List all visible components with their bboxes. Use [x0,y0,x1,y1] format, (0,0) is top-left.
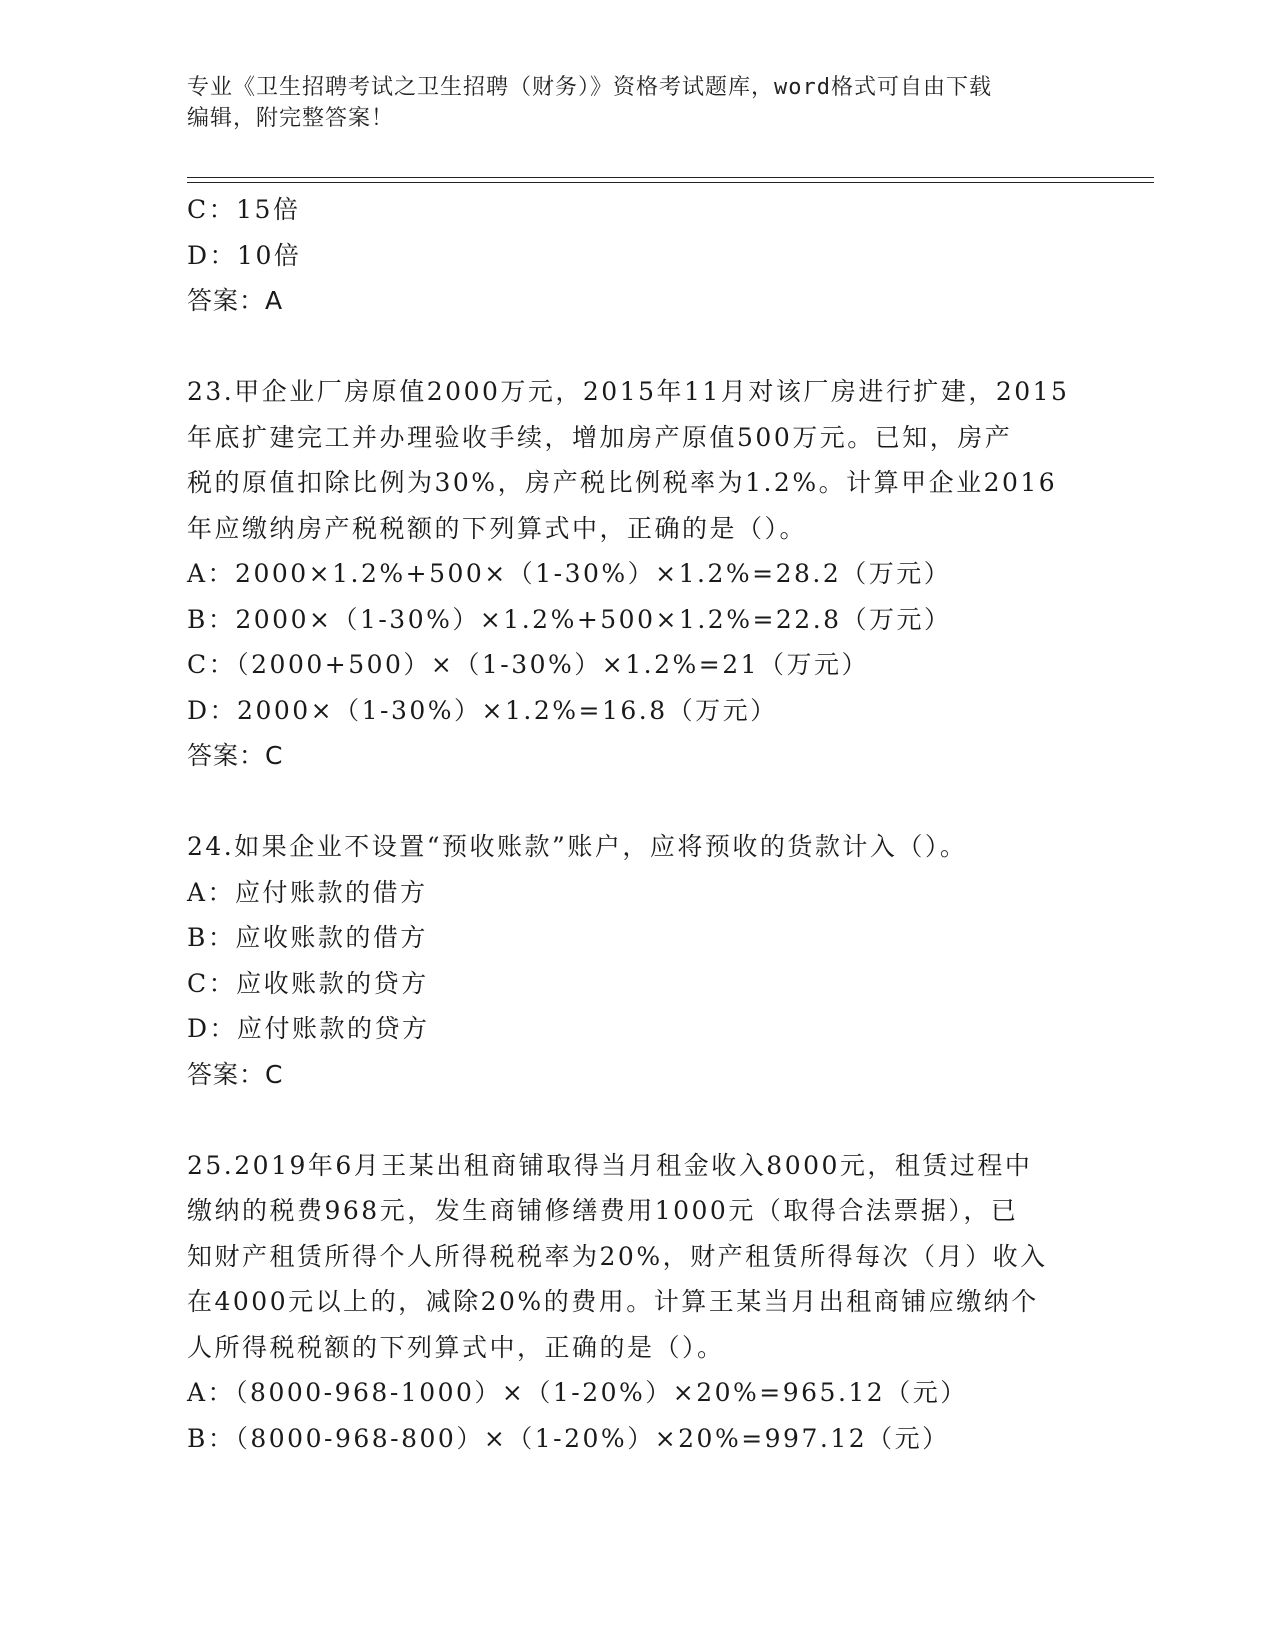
option-b: B：应收账款的借方 [187,923,428,952]
option-a: A：2000×1.2%+500×（1-30%）×1.2%=28.2（万元） [187,559,952,588]
option-b: B：（8000-968-800）×（1-20%）×20%=997.12（元） [187,1423,950,1453]
option-c: C：15倍 [187,195,301,224]
question-stem-line: 年应缴纳房产税税额的下列算式中，正确的是（）。 [187,513,808,543]
option-a: A：应付账款的借方 [187,877,428,907]
option-a: A：（8000-968-1000）×（1-20%）×20%=965.12（元） [187,1378,968,1407]
question-stem-line: 知财产租赁所得个人所得税税率为20%，财产租赁所得每次（月）收入 [187,1241,1048,1271]
option-d: D：应付账款的贷方 [187,1014,430,1043]
answer-line: 答案：C [187,1059,284,1089]
option-c: C：应收账款的贷方 [187,968,429,998]
header-line-2: 编辑，附完整答案！ [187,106,395,131]
spacer [187,1097,1087,1143]
question-stem-line: 缴纳的税费968元，发生商铺修缮费用1000元（取得合法票据），已 [187,1196,1019,1225]
question-stem-line: 年底扩建完工并办理验收手续，增加房产原值500万元。已知，房产 [187,422,1013,452]
question-24 [187,824,1087,1097]
option-d: D：10倍 [187,240,302,270]
answer-line: 答案：C [187,741,284,770]
option-d: D：2000×（1-30%）×1.2%=16.8（万元） [187,695,778,725]
question-stem-line: 25.2019年6月王某出租商铺取得当月租金收入8000元，租赁过程中 [187,1150,1033,1180]
spacer [187,324,1087,370]
question-stem-line: 税的原值扣除比例为30%，房产税比例税率为1.2%。计算甲企业2016 [187,468,1058,497]
question-25 [187,1143,1087,1462]
header-divider-top [187,177,1154,178]
question-stem-line: 在4000元以上的，减除20%的费用。计算王某当月出租商铺应缴纳个 [187,1287,1039,1316]
question-stem-line: 24.如果企业不设置“预收账款”账户，应将预收的货款计入（）。 [187,832,968,861]
document-body [187,187,1087,1461]
option-c: C：（2000+500）×（1-30%）×1.2%=21（万元） [187,650,870,679]
question-stem-line: 23.甲企业厂房原值2000万元，2015年11月对该厂房进行扩建，2015 [187,377,1070,406]
question-22-tail [187,187,1087,324]
question-23 [187,369,1087,779]
header-line-1: 专业《卫生招聘考试之卫生招聘（财务）》资格考试题库，word格式可自由下载 [187,75,992,100]
option-b: B：2000×（1-30%）×1.2%+500×1.2%=22.8（万元） [187,604,952,634]
answer-line: 答案：A [187,286,284,315]
page-header [187,72,1067,134]
question-stem-line: 人所得税税额的下列算式中，正确的是（）。 [187,1332,725,1362]
spacer [187,779,1087,825]
header-divider-bottom [187,182,1154,183]
